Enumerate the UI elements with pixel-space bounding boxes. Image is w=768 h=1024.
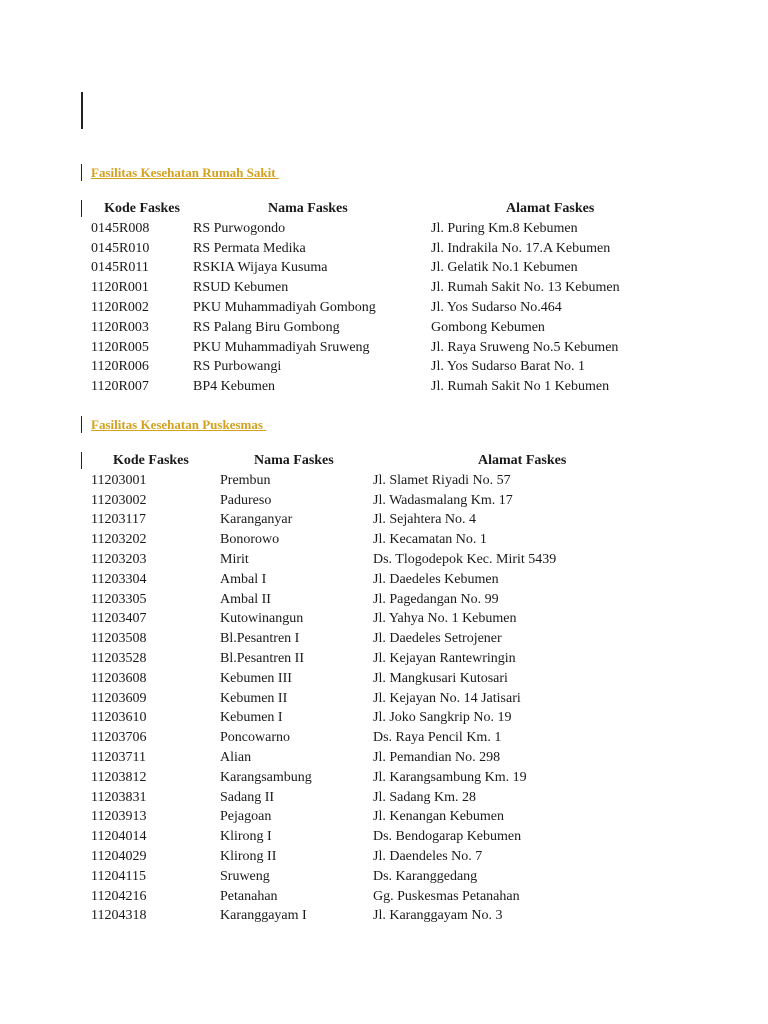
table-row bbox=[91, 219, 641, 239]
cell-kode-faskes: 11204014 bbox=[91, 829, 147, 845]
cell-nama-faskes: Bl.Pesantren I bbox=[220, 631, 300, 647]
cell-kode-faskes: 11203831 bbox=[91, 789, 147, 805]
cell-nama-faskes: Ambal I bbox=[220, 571, 267, 587]
cell-alamat-faskes: Jl. Joko Sangkrip No. 19 bbox=[373, 710, 512, 726]
cell-kode-faskes: 11204115 bbox=[91, 868, 146, 884]
cell-alamat-faskes: Gombong Kebumen bbox=[431, 319, 545, 335]
cell-kode-faskes: 11203609 bbox=[91, 690, 147, 706]
cell-nama-faskes: RSUD Kebumen bbox=[193, 280, 289, 296]
table-row bbox=[91, 808, 633, 828]
cell-kode-faskes: 11203706 bbox=[91, 730, 147, 746]
header-nama-faskes: Nama Faskes bbox=[268, 201, 348, 216]
table-row bbox=[91, 590, 633, 610]
section-title-puskesmas: Fasilitas Kesehatan Puskesmas bbox=[91, 417, 267, 432]
cell-nama-faskes: Pejagoan bbox=[220, 809, 272, 825]
cell-kode-faskes: 11203913 bbox=[91, 809, 147, 825]
puskesmas-table bbox=[91, 451, 633, 926]
table-header-row bbox=[91, 199, 641, 219]
cell-nama-faskes: Padureso bbox=[220, 492, 272, 508]
cell-alamat-faskes: Jl. Kejayan No. 14 Jatisari bbox=[373, 690, 521, 706]
cell-kode-faskes: 11203305 bbox=[91, 591, 147, 607]
cell-kode-faskes: 1120R005 bbox=[91, 339, 149, 355]
table-row bbox=[91, 471, 633, 491]
table-row bbox=[91, 259, 641, 279]
cell-alamat-faskes: Jl. Gelatik No.1 Kebumen bbox=[431, 260, 578, 276]
header-kode-faskes: Kode Faskes bbox=[104, 201, 180, 216]
table-row bbox=[91, 278, 641, 298]
table-row bbox=[91, 511, 633, 531]
cell-nama-faskes: Klirong I bbox=[220, 829, 272, 845]
cell-alamat-faskes: Jl. Slamet Riyadi No. 57 bbox=[373, 472, 511, 488]
cell-alamat-faskes: Jl. Puring Km.8 Kebumen bbox=[431, 220, 578, 236]
table-row bbox=[91, 669, 633, 689]
cell-nama-faskes: Ambal II bbox=[220, 591, 271, 607]
cell-kode-faskes: 11203508 bbox=[91, 631, 147, 647]
cell-alamat-faskes: Ds. Bendogarap Kebumen bbox=[373, 829, 522, 845]
cell-kode-faskes: 1120R002 bbox=[91, 300, 149, 316]
cell-alamat-faskes: Ds. Tlogodepok Kec. Mirit 5439 bbox=[373, 552, 557, 568]
cell-nama-faskes: Karanganyar bbox=[220, 512, 293, 528]
table-row bbox=[91, 530, 633, 550]
cell-alamat-faskes: Ds. Karanggedang bbox=[373, 868, 478, 884]
table-row bbox=[91, 491, 633, 511]
cell-nama-faskes: Petanahan bbox=[220, 888, 278, 904]
table-row bbox=[91, 847, 633, 867]
header-nama-faskes: Nama Faskes bbox=[254, 453, 334, 468]
cell-nama-faskes: RS Purwogondo bbox=[193, 220, 286, 236]
table-row bbox=[91, 298, 641, 318]
cell-alamat-faskes: Jl. Mangkusari Kutosari bbox=[373, 670, 508, 686]
cell-alamat-faskes: Jl. Daedeles Setrojener bbox=[373, 631, 502, 647]
cell-alamat-faskes: Jl. Yos Sudarso No.464 bbox=[431, 300, 562, 316]
cell-nama-faskes: Sadang II bbox=[220, 789, 275, 805]
cell-kode-faskes: 0145R008 bbox=[91, 220, 150, 236]
table-row bbox=[91, 610, 633, 630]
cell-kode-faskes: 11203528 bbox=[91, 651, 147, 667]
cell-alamat-faskes: Jl. Sadang Km. 28 bbox=[373, 789, 477, 805]
table-row bbox=[91, 689, 633, 709]
table-row bbox=[91, 709, 633, 729]
cell-kode-faskes: 1120R007 bbox=[91, 379, 149, 395]
cell-nama-faskes: Kebumen II bbox=[220, 690, 288, 706]
cell-nama-faskes: PKU Muhammadiyah Gombong bbox=[193, 300, 376, 316]
cell-nama-faskes: PKU Muhammadiyah Sruweng bbox=[193, 339, 370, 355]
cell-nama-faskes: Bonorowo bbox=[220, 532, 280, 548]
cell-nama-faskes: Karanggayam I bbox=[220, 908, 307, 924]
cell-kode-faskes: 11203117 bbox=[91, 512, 146, 528]
cell-alamat-faskes: Jl. Kecamatan No. 1 bbox=[373, 532, 487, 548]
cell-kode-faskes: 11203203 bbox=[91, 552, 147, 568]
table-header-row bbox=[91, 451, 633, 471]
cell-alamat-faskes: Jl. Raya Sruweng No.5 Kebumen bbox=[431, 339, 619, 355]
cell-kode-faskes: 11204318 bbox=[91, 908, 147, 924]
cell-nama-faskes: Mirit bbox=[220, 552, 249, 568]
table-row bbox=[91, 377, 641, 397]
table-row bbox=[91, 788, 633, 808]
cell-kode-faskes: 0145R010 bbox=[91, 240, 150, 256]
cell-nama-faskes: BP4 Kebumen bbox=[193, 379, 276, 395]
cell-kode-faskes: 11203610 bbox=[91, 710, 147, 726]
cell-kode-faskes: 1120R003 bbox=[91, 319, 149, 335]
cell-nama-faskes: RS Purbowangi bbox=[193, 359, 282, 375]
cell-nama-faskes: Kebumen III bbox=[220, 670, 292, 686]
paragraph-mark bbox=[81, 200, 82, 217]
cell-kode-faskes: 11203304 bbox=[91, 571, 147, 587]
table-row bbox=[91, 728, 633, 748]
table-row bbox=[91, 768, 633, 788]
cell-alamat-faskes: Jl. Wadasmalang Km. 17 bbox=[373, 492, 513, 508]
table-row bbox=[91, 887, 633, 907]
cell-nama-faskes: Klirong II bbox=[220, 849, 277, 865]
cell-alamat-faskes: Jl. Kenangan Kebumen bbox=[373, 809, 505, 825]
cell-alamat-faskes: Jl. Karangsambung Km. 19 bbox=[373, 769, 527, 785]
cell-kode-faskes: 11203812 bbox=[91, 769, 147, 785]
table-row bbox=[91, 318, 641, 338]
cell-nama-faskes: Bl.Pesantren II bbox=[220, 651, 304, 667]
cell-alamat-faskes: Jl. Pagedangan No. 99 bbox=[373, 591, 499, 607]
text-cursor-mark bbox=[81, 92, 83, 129]
cell-alamat-faskes: Ds. Raya Pencil Km. 1 bbox=[373, 730, 502, 746]
cell-alamat-faskes: Jl. Karanggayam No. 3 bbox=[373, 908, 503, 924]
cell-kode-faskes: 11203202 bbox=[91, 532, 147, 548]
table-row bbox=[91, 338, 641, 358]
cell-nama-faskes: RSKIA Wijaya Kusuma bbox=[193, 260, 328, 276]
cell-nama-faskes: RS Palang Biru Gombong bbox=[193, 319, 340, 335]
cell-alamat-faskes: Jl. Yos Sudarso Barat No. 1 bbox=[431, 359, 586, 375]
cell-alamat-faskes: Jl. Rumah Sakit No. 13 Kebumen bbox=[431, 280, 620, 296]
table-row bbox=[91, 827, 633, 847]
cell-kode-faskes: 1120R001 bbox=[91, 280, 149, 296]
header-alamat-faskes: Alamat Faskes bbox=[478, 453, 567, 468]
cell-kode-faskes: 11203001 bbox=[91, 472, 147, 488]
cell-kode-faskes: 11203407 bbox=[91, 611, 147, 627]
table-row bbox=[91, 358, 641, 378]
cell-alamat-faskes: Jl. Kejayan Rantewringin bbox=[373, 651, 516, 667]
paragraph-mark bbox=[81, 452, 82, 469]
table-row bbox=[91, 239, 641, 259]
table-row bbox=[91, 867, 633, 887]
cell-nama-faskes: Kebumen I bbox=[220, 710, 283, 726]
cell-alamat-faskes: Jl. Rumah Sakit No 1 Kebumen bbox=[431, 379, 610, 395]
cell-nama-faskes: RS Permata Medika bbox=[193, 240, 306, 256]
paragraph-mark bbox=[81, 164, 82, 181]
cell-kode-faskes: 1120R006 bbox=[91, 359, 149, 375]
cell-alamat-faskes: Jl. Pemandian No. 298 bbox=[373, 750, 501, 766]
cell-alamat-faskes: Jl. Sejahtera No. 4 bbox=[373, 512, 477, 528]
section-title-rumah-sakit: Fasilitas Kesehatan Rumah Sakit bbox=[91, 165, 279, 180]
cell-nama-faskes: Prembun bbox=[220, 472, 271, 488]
cell-alamat-faskes: Jl. Yahya No. 1 Kebumen bbox=[373, 611, 517, 627]
cell-kode-faskes: 11203608 bbox=[91, 670, 147, 686]
table-row bbox=[91, 649, 633, 669]
cell-alamat-faskes: Jl. Indrakila No. 17.A Kebumen bbox=[431, 240, 611, 256]
table-row bbox=[91, 570, 633, 590]
cell-kode-faskes: 0145R011 bbox=[91, 260, 149, 276]
table-row bbox=[91, 550, 633, 570]
cell-nama-faskes: Alian bbox=[220, 750, 252, 766]
cell-kode-faskes: 11204029 bbox=[91, 849, 147, 865]
paragraph-mark bbox=[81, 416, 82, 433]
cell-kode-faskes: 11203711 bbox=[91, 750, 146, 766]
cell-nama-faskes: Poncowarno bbox=[220, 730, 290, 746]
cell-alamat-faskes: Gg. Puskesmas Petanahan bbox=[373, 888, 520, 904]
cell-alamat-faskes: Jl. Daendeles No. 7 bbox=[373, 849, 483, 865]
table-row bbox=[91, 748, 633, 768]
cell-nama-faskes: Kutowinangun bbox=[220, 611, 304, 627]
table-row bbox=[91, 907, 633, 927]
cell-kode-faskes: 11204216 bbox=[91, 888, 147, 904]
header-kode-faskes: Kode Faskes bbox=[113, 453, 189, 468]
table-row bbox=[91, 629, 633, 649]
cell-alamat-faskes: Jl. Daedeles Kebumen bbox=[373, 571, 499, 587]
header-alamat-faskes: Alamat Faskes bbox=[506, 201, 595, 216]
cell-nama-faskes: Karangsambung bbox=[220, 769, 312, 785]
cell-nama-faskes: Sruweng bbox=[220, 868, 270, 884]
cell-kode-faskes: 11203002 bbox=[91, 492, 147, 508]
rumah-sakit-table bbox=[91, 199, 641, 397]
